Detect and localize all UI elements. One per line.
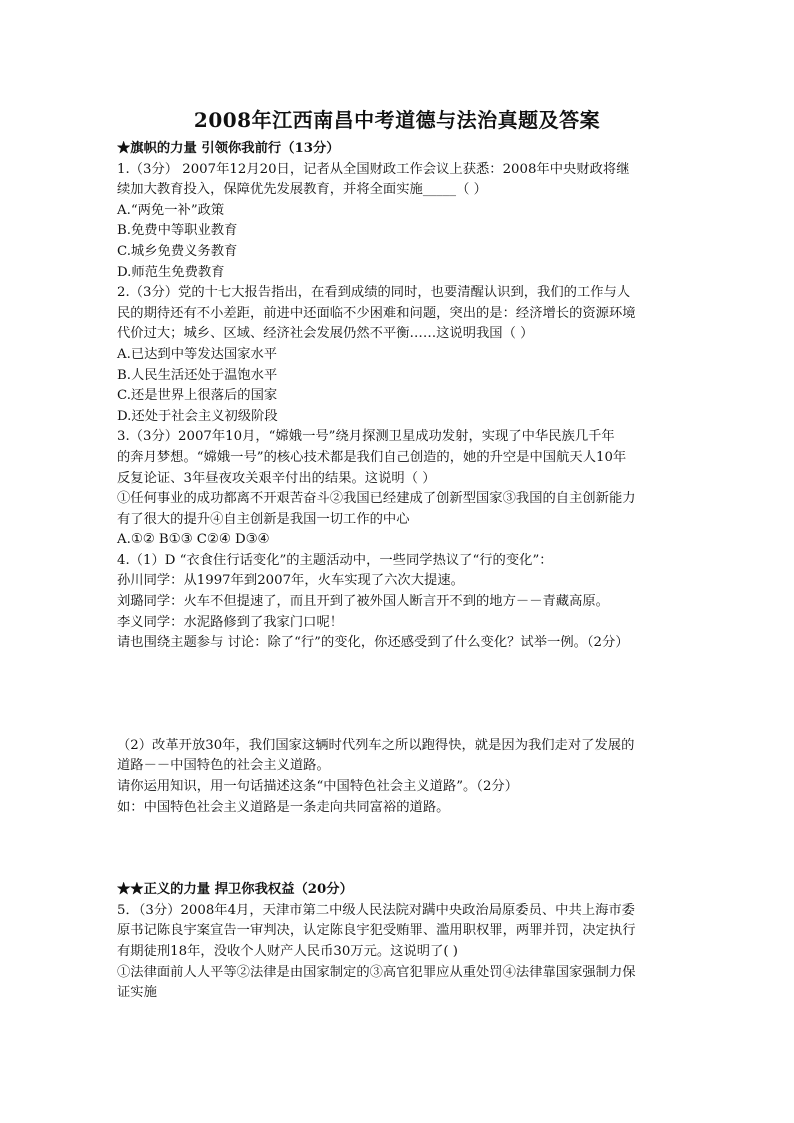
section-heading-1: ★旗帜的力量 引领你我前行（13分） <box>117 141 340 156</box>
question-1 <box>117 160 682 284</box>
question-stem-line: （2）改革开放30年，我们国家这辆时代列车之所以跑得快，就是因为我们走对了发展的 <box>117 737 635 753</box>
question-3 <box>117 427 682 551</box>
question-stem-line: 3.（3分）2007年10月，“嫦娥一号”绕月探测卫星成功发射，实现了中华民族几千年 <box>117 429 615 445</box>
question-stem-line: 反复论证、3年昼夜攻关艰辛付出的结果。这说明（ ） <box>117 470 436 486</box>
question-stem-line: 李义同学：水泥路修到了我家门口呢！ <box>117 614 344 630</box>
option-a: A.“两免一补”政策 <box>117 202 225 218</box>
question-stem-line: 有了很大的提升④自主创新是我国一切工作的中心 <box>117 511 410 527</box>
option-a: A.已达到中等发达国家水平 <box>117 346 278 362</box>
question-stem-line: 道路－－中国特色的社会主义道路。 <box>117 758 330 774</box>
option-b: B.人民生活还处于温饱水平 <box>117 367 278 383</box>
document-title: 2008年江西南昌中考道德与法治真题及答案 <box>193 108 601 132</box>
question-stem-line: 2.（3分）党的十七大报告指出，在看到成绩的同时，也要清醒认识到，我们的工作与人 <box>117 285 631 301</box>
question-4 <box>117 551 682 880</box>
question-stem-line: 孙川同学：从1997年到2007年，火车实现了六次大提速。 <box>117 573 464 589</box>
question-5 <box>117 901 682 1004</box>
question-stem-line: 请你运用知识，用一句话描述这条“中国特色社会主义道路”。（2分） <box>117 779 519 795</box>
question-stem-line: 续加大教育投入，保障优先发展教育，并将全面实施_____（ ） <box>117 182 487 198</box>
question-2 <box>117 283 682 427</box>
option-b: B.免费中等职业教育 <box>117 223 238 239</box>
question-stem-line: 的奔月梦想。“嫦娥一号”的核心技术都是我们自己创造的，她的升空是中国航天人10年 <box>117 449 627 465</box>
question-stem-line: ①法律面前人人平等②法律是由国家制定的③高官犯罪应从重处罚④法律靠国家强制力保 <box>117 964 636 980</box>
question-stem-line: 刘璐同学：火车不但提速了，而且开到了被外国人断言开不到的地方－－青藏高原。 <box>117 594 609 610</box>
option-list: A.①② B①③ C②④ D③④ <box>117 532 270 548</box>
option-c: C.还是世界上很落后的国家 <box>117 388 278 404</box>
question-stem-line: 代价过大；城乡、区域、经济社会发展仍然不平衡……这说明我国（ ） <box>117 326 534 342</box>
question-stem-line: 5．（3分）2008年4月，天津市第二中级人民法院对蹒中央政治局原委员、中共上海市委 <box>117 902 635 918</box>
question-stem-line: 4.（1）D “衣食住行话变化”的主题活动中，一些同学热议了“行的变化”： <box>117 552 553 568</box>
answer-line: 如：中国特色社会主义道路是一条走向共同富裕的道路。 <box>117 799 450 815</box>
question-stem-line: 有期徒刑18年，没收个人财产人民币30万元。这说明了( ) <box>117 944 458 959</box>
section-heading-2: ★★正义的力量 捍卫你我权益（20分） <box>117 882 353 898</box>
answer-space <box>117 654 682 736</box>
question-stem-line: 请也围绕主题参与 讨论：除了“行”的变化，你还感受到了什么变化？试举一例。（2分） <box>117 635 629 651</box>
question-stem-line: 原书记陈良宇案宣告一审判决，认定陈良宇犯受贿罪、滥用职权罪，两罪并罚，决定执行 <box>117 923 636 939</box>
question-stem-line: 证实施 <box>117 985 157 1001</box>
question-stem-line: ①任何事业的成功都离不开艰苦奋斗②我国已经建成了创新型国家③我国的自主创新能力 <box>117 491 636 507</box>
option-c: C.城乡免费义务教育 <box>117 243 238 259</box>
question-stem-line: 1.（3分） 2007年12月20日，记者从全国财政工作会议上获悉：2008年中央财政将继 <box>117 161 630 177</box>
option-d: D.师范生免费教育 <box>117 264 225 280</box>
answer-space <box>117 818 682 880</box>
option-d: D.还处于社会主义初级阶段 <box>117 408 278 424</box>
document-body <box>117 139 682 1004</box>
question-stem-line: 民的期待还有不小差距，前进中还面临不少困难和问题，突出的是：经济增长的资源环境 <box>117 305 636 321</box>
